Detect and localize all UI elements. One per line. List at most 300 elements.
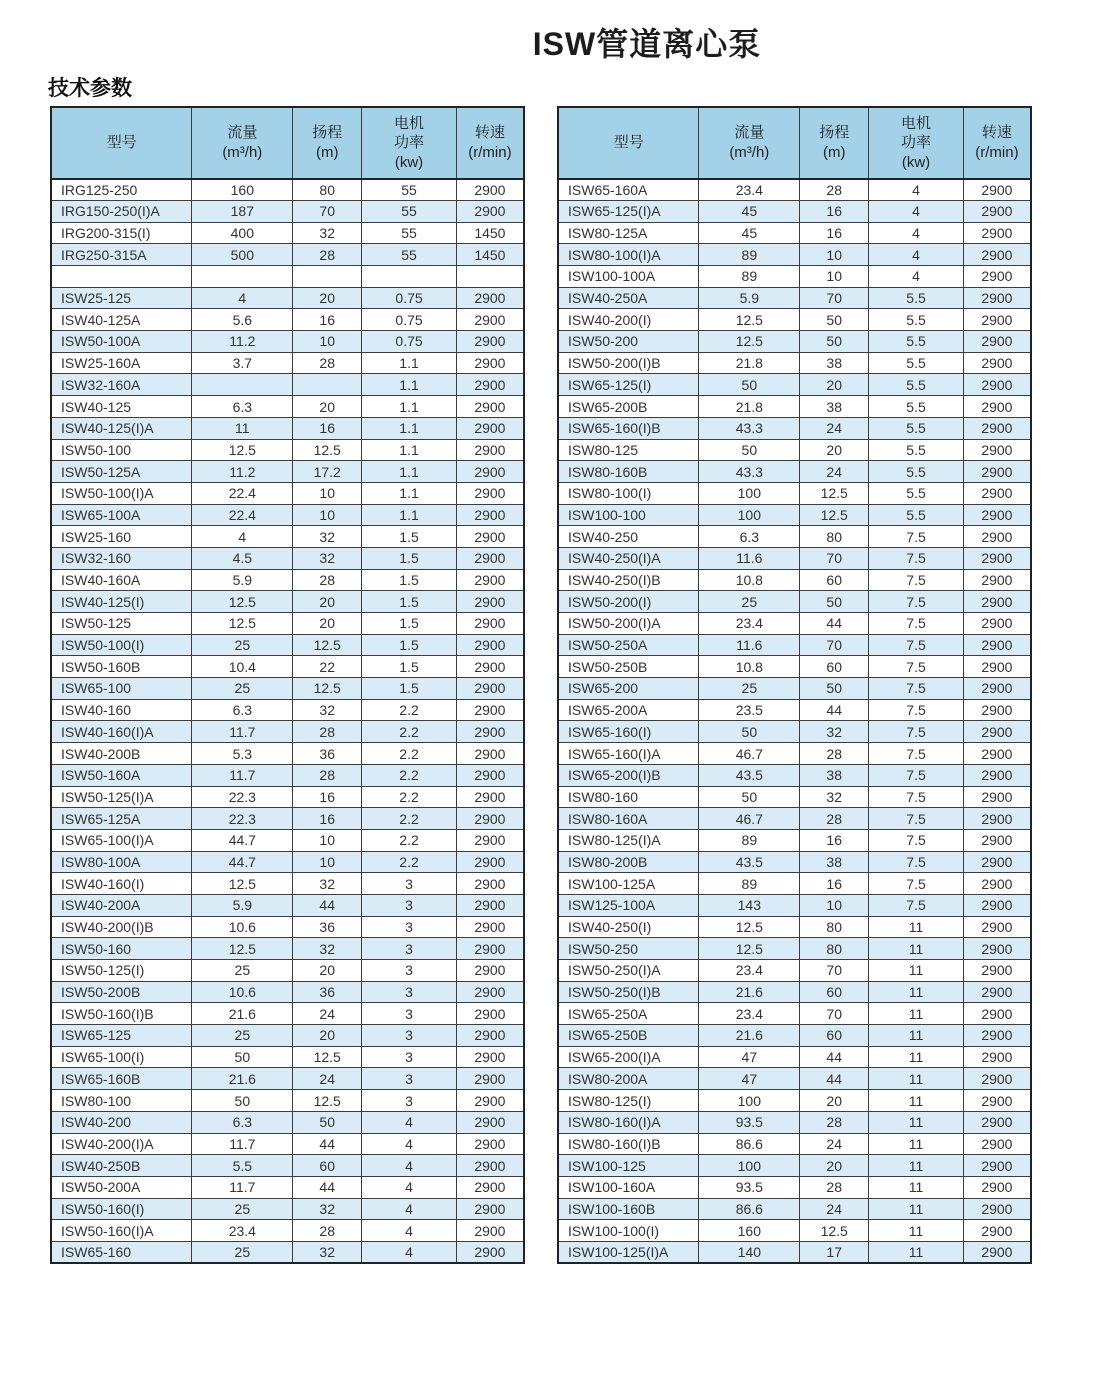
cell-power: 5.5 <box>869 374 964 396</box>
cell-model: ISW80-125 <box>558 439 699 461</box>
cell-head: 70 <box>800 634 869 656</box>
cell-model: ISW50-100A <box>51 331 192 353</box>
cell-speed: 2900 <box>456 786 524 808</box>
cell-power: 1.5 <box>362 634 457 656</box>
cell-speed: 2900 <box>963 678 1031 700</box>
table-row <box>558 439 1031 461</box>
cell-speed: 2900 <box>963 266 1031 288</box>
cell-speed: 2900 <box>456 1025 524 1047</box>
cell-speed: 2900 <box>963 222 1031 244</box>
cell-speed: 2900 <box>456 764 524 786</box>
cell-flow: 21.6 <box>699 1025 800 1047</box>
cell-power: 2.2 <box>362 764 457 786</box>
cell-model: ISW65-125A <box>51 808 192 830</box>
table-row <box>558 266 1031 288</box>
cell-flow: 6.3 <box>699 526 800 548</box>
cell-power: 11 <box>869 1133 964 1155</box>
cell-flow: 25 <box>192 1025 293 1047</box>
table-row <box>51 786 524 808</box>
cell-flow: 23.4 <box>699 1003 800 1025</box>
cell-speed: 2900 <box>456 1220 524 1242</box>
table-row <box>51 179 524 201</box>
cell-head: 60 <box>800 569 869 591</box>
cell-head: 24 <box>800 461 869 483</box>
cell-flow: 23.5 <box>699 699 800 721</box>
cell-speed: 2900 <box>963 960 1031 982</box>
cell-speed: 2900 <box>963 938 1031 960</box>
cell-flow: 12.5 <box>699 309 800 331</box>
table-row <box>558 764 1031 786</box>
cell-model: ISW50-100(I)A <box>51 482 192 504</box>
cell-power: 55 <box>362 222 457 244</box>
cell-head: 12.5 <box>800 482 869 504</box>
cell-flow: 47 <box>699 1068 800 1090</box>
cell-power: 4 <box>362 1176 457 1198</box>
cell-flow: 11.6 <box>699 634 800 656</box>
cell-model: ISW100-160A <box>558 1176 699 1198</box>
cell-head: 12.5 <box>293 1090 362 1112</box>
cell-speed: 2900 <box>456 743 524 765</box>
cell-power: 7.5 <box>869 656 964 678</box>
cell-speed: 2900 <box>456 808 524 830</box>
cell-flow: 12.5 <box>699 938 800 960</box>
cell-model: ISW50-160(I)B <box>51 1003 192 1025</box>
table-row <box>558 613 1031 635</box>
cell-power: 11 <box>869 916 964 938</box>
cell-speed: 2900 <box>456 417 524 439</box>
table-row <box>558 678 1031 700</box>
cell-speed: 1450 <box>456 244 524 266</box>
table-row <box>51 200 524 222</box>
cell-speed: 2900 <box>963 1068 1031 1090</box>
cell-power: 5.5 <box>869 331 964 353</box>
tables-container <box>50 106 1100 1264</box>
table-row <box>51 1198 524 1220</box>
table-row <box>51 439 524 461</box>
cell-power: 3 <box>362 960 457 982</box>
table-row <box>51 1241 524 1263</box>
cell-speed: 2900 <box>963 1198 1031 1220</box>
cell-flow: 100 <box>699 504 800 526</box>
cell-flow: 22.4 <box>192 504 293 526</box>
cell-flow: 187 <box>192 200 293 222</box>
table-row <box>51 829 524 851</box>
cell-speed: 2900 <box>456 1046 524 1068</box>
cell-power: 7.5 <box>869 851 964 873</box>
cell-model: ISW100-125(I)A <box>558 1241 699 1263</box>
cell-flow: 46.7 <box>699 808 800 830</box>
cell-flow: 100 <box>699 1155 800 1177</box>
cell-speed: 2900 <box>456 873 524 895</box>
cell-speed: 2900 <box>456 1198 524 1220</box>
cell-speed: 2900 <box>456 1090 524 1112</box>
table-row <box>51 1220 524 1242</box>
cell-power: 5.5 <box>869 482 964 504</box>
cell-head: 28 <box>800 179 869 201</box>
cell-power: 4 <box>869 266 964 288</box>
cell-head: 20 <box>800 1155 869 1177</box>
cell-head: 44 <box>800 613 869 635</box>
cell-speed: 2900 <box>456 461 524 483</box>
table-row <box>558 808 1031 830</box>
cell-model: IRG150-250(I)A <box>51 200 192 222</box>
cell-flow: 11 <box>192 417 293 439</box>
cell-power: 11 <box>869 960 964 982</box>
cell-model: ISW100-160B <box>558 1198 699 1220</box>
cell-head: 28 <box>293 244 362 266</box>
cell-head: 36 <box>293 743 362 765</box>
cell-speed: 2900 <box>456 721 524 743</box>
cell-model <box>51 266 192 288</box>
cell-head: 10 <box>293 851 362 873</box>
cell-model: ISW65-200B <box>558 396 699 418</box>
table-row <box>558 656 1031 678</box>
cell-speed: 2900 <box>456 656 524 678</box>
cell-speed: 2900 <box>456 569 524 591</box>
cell-power: 5.5 <box>869 461 964 483</box>
table-row <box>51 613 524 635</box>
cell-head: 10 <box>293 504 362 526</box>
cell-flow: 11.2 <box>192 331 293 353</box>
cell-flow: 45 <box>699 200 800 222</box>
cell-power: 3 <box>362 1046 457 1068</box>
cell-model: ISW50-250(I)B <box>558 981 699 1003</box>
cell-model: ISW50-250A <box>558 634 699 656</box>
cell-head: 28 <box>293 721 362 743</box>
cell-power: 0.75 <box>362 331 457 353</box>
cell-model: ISW40-250 <box>558 526 699 548</box>
table-row <box>558 634 1031 656</box>
cell-model: ISW80-100(I)A <box>558 244 699 266</box>
table-row <box>558 244 1031 266</box>
cell-speed: 2900 <box>963 1111 1031 1133</box>
cell-speed: 2900 <box>456 1133 524 1155</box>
table-row <box>51 352 524 374</box>
cell-head: 36 <box>293 981 362 1003</box>
table-row <box>51 1046 524 1068</box>
cell-model: ISW50-125(I)A <box>51 786 192 808</box>
cell-model: ISW65-125 <box>51 1025 192 1047</box>
cell-model: IRG250-315A <box>51 244 192 266</box>
table-row <box>51 634 524 656</box>
cell-speed: 2900 <box>456 894 524 916</box>
table-row <box>558 829 1031 851</box>
cell-flow: 25 <box>192 1198 293 1220</box>
cell-flow: 11.2 <box>192 461 293 483</box>
cell-head: 12.5 <box>293 439 362 461</box>
cell-head: 38 <box>800 396 869 418</box>
cell-power: 7.5 <box>869 678 964 700</box>
cell-flow: 93.5 <box>699 1111 800 1133</box>
cell-head: 16 <box>800 829 869 851</box>
cell-speed: 2900 <box>963 873 1031 895</box>
cell-model: ISW80-100A <box>51 851 192 873</box>
cell-speed: 2900 <box>456 591 524 613</box>
cell-model: ISW50-200(I)B <box>558 352 699 374</box>
column-header-flow: 流量 (m³/h) <box>699 107 800 179</box>
cell-model: ISW40-250(I)A <box>558 547 699 569</box>
cell-head: 28 <box>800 1176 869 1198</box>
cell-head: 80 <box>800 526 869 548</box>
cell-flow: 5.3 <box>192 743 293 765</box>
cell-speed: 2900 <box>963 656 1031 678</box>
cell-head: 32 <box>293 547 362 569</box>
table-row <box>558 352 1031 374</box>
cell-flow: 44.7 <box>192 851 293 873</box>
cell-flow: 93.5 <box>699 1176 800 1198</box>
cell-power: 4 <box>362 1241 457 1263</box>
cell-speed: 2900 <box>963 1090 1031 1112</box>
cell-power: 4 <box>869 179 964 201</box>
cell-head: 16 <box>293 808 362 830</box>
cell-head: 32 <box>293 873 362 895</box>
cell-head: 17.2 <box>293 461 362 483</box>
cell-head: 12.5 <box>800 504 869 526</box>
cell-model: ISW40-250(I) <box>558 916 699 938</box>
cell-head: 28 <box>800 1111 869 1133</box>
cell-flow: 12.5 <box>192 938 293 960</box>
cell-power: 7.5 <box>869 786 964 808</box>
cell-head: 70 <box>800 287 869 309</box>
cell-power: 55 <box>362 244 457 266</box>
cell-speed: 2900 <box>963 417 1031 439</box>
cell-power: 11 <box>869 1220 964 1242</box>
cell-speed: 2900 <box>456 504 524 526</box>
cell-model: ISW100-125 <box>558 1155 699 1177</box>
cell-model: ISW100-100 <box>558 504 699 526</box>
table-row <box>558 743 1031 765</box>
cell-power: 4 <box>362 1198 457 1220</box>
cell-flow: 86.6 <box>699 1198 800 1220</box>
table-row <box>558 1241 1031 1263</box>
cell-flow: 89 <box>699 266 800 288</box>
cell-head: 22 <box>293 656 362 678</box>
table-row <box>51 938 524 960</box>
cell-model: ISW40-250(I)B <box>558 569 699 591</box>
table-row <box>558 591 1031 613</box>
table-row <box>558 1133 1031 1155</box>
cell-power: 2.2 <box>362 786 457 808</box>
column-header-head: 扬程 (m) <box>293 107 362 179</box>
cell-power: 7.5 <box>869 526 964 548</box>
cell-power: 5.5 <box>869 396 964 418</box>
cell-flow: 5.9 <box>192 894 293 916</box>
cell-power: 5.5 <box>869 352 964 374</box>
cell-flow: 3.7 <box>192 352 293 374</box>
table-row <box>558 309 1031 331</box>
cell-power <box>362 266 457 288</box>
header-row <box>51 107 524 179</box>
cell-power: 2.2 <box>362 721 457 743</box>
table-row <box>558 699 1031 721</box>
cell-flow: 47 <box>699 1046 800 1068</box>
table-row <box>558 1176 1031 1198</box>
cell-head: 24 <box>800 1133 869 1155</box>
cell-flow: 50 <box>699 786 800 808</box>
cell-head: 12.5 <box>800 1220 869 1242</box>
spec-table-right <box>557 106 1032 1264</box>
cell-flow: 89 <box>699 873 800 895</box>
cell-flow: 22.4 <box>192 482 293 504</box>
cell-power: 1.1 <box>362 482 457 504</box>
cell-speed: 2900 <box>963 764 1031 786</box>
table-row <box>51 1090 524 1112</box>
cell-head: 24 <box>293 1068 362 1090</box>
table-row <box>558 960 1031 982</box>
table-row <box>51 504 524 526</box>
cell-head: 44 <box>293 1176 362 1198</box>
cell-power: 3 <box>362 1025 457 1047</box>
cell-flow: 4 <box>192 526 293 548</box>
table-row <box>558 916 1031 938</box>
cell-head: 10 <box>293 829 362 851</box>
cell-model: ISW50-125 <box>51 613 192 635</box>
cell-model: ISW40-250B <box>51 1155 192 1177</box>
cell-head: 10 <box>800 244 869 266</box>
table-row <box>51 678 524 700</box>
cell-model: ISW80-160(I)A <box>558 1111 699 1133</box>
cell-flow: 86.6 <box>699 1133 800 1155</box>
cell-flow: 100 <box>699 1090 800 1112</box>
cell-speed: 2900 <box>456 829 524 851</box>
cell-power: 1.5 <box>362 678 457 700</box>
page-title: ISW管道离心泵 <box>532 26 762 62</box>
cell-flow: 23.4 <box>699 179 800 201</box>
column-header-speed: 转速 (r/min) <box>963 107 1031 179</box>
cell-speed: 2900 <box>963 1176 1031 1198</box>
cell-speed: 2900 <box>963 309 1031 331</box>
cell-head: 12.5 <box>293 634 362 656</box>
cell-power: 11 <box>869 1241 964 1263</box>
cell-power: 3 <box>362 1090 457 1112</box>
table-row <box>558 1198 1031 1220</box>
cell-flow: 22.3 <box>192 808 293 830</box>
cell-head: 60 <box>800 981 869 1003</box>
cell-head <box>293 266 362 288</box>
cell-model: ISW65-160B <box>51 1068 192 1090</box>
cell-head: 12.5 <box>293 1046 362 1068</box>
cell-speed: 2900 <box>963 851 1031 873</box>
cell-power: 1.5 <box>362 526 457 548</box>
table-row <box>51 569 524 591</box>
cell-model: ISW50-160(I)A <box>51 1220 192 1242</box>
table-row <box>558 569 1031 591</box>
cell-speed: 2900 <box>456 526 524 548</box>
table-row <box>558 851 1031 873</box>
cell-flow: 25 <box>192 634 293 656</box>
cell-power: 55 <box>362 200 457 222</box>
cell-flow: 25 <box>699 678 800 700</box>
cell-flow: 400 <box>192 222 293 244</box>
cell-speed: 2900 <box>963 439 1031 461</box>
table-row <box>51 591 524 613</box>
cell-power: 11 <box>869 938 964 960</box>
table-row <box>558 200 1031 222</box>
cell-model: ISW40-160(I)A <box>51 721 192 743</box>
cell-head: 80 <box>800 916 869 938</box>
cell-speed: 2900 <box>456 396 524 418</box>
table-row <box>558 1046 1031 1068</box>
cell-head: 60 <box>293 1155 362 1177</box>
cell-head: 10 <box>293 331 362 353</box>
cell-model: ISW32-160 <box>51 547 192 569</box>
table-row <box>558 894 1031 916</box>
cell-power: 7.5 <box>869 547 964 569</box>
cell-model: ISW50-250 <box>558 938 699 960</box>
cell-head: 24 <box>800 417 869 439</box>
cell-speed: 2900 <box>963 829 1031 851</box>
cell-model: ISW40-160 <box>51 699 192 721</box>
table-row <box>51 851 524 873</box>
cell-model: ISW40-160A <box>51 569 192 591</box>
cell-speed: 2900 <box>963 374 1031 396</box>
cell-head: 17 <box>800 1241 869 1263</box>
cell-head <box>293 374 362 396</box>
cell-speed: 2900 <box>963 331 1031 353</box>
cell-flow: 160 <box>192 179 293 201</box>
cell-model: ISW65-160 <box>51 1241 192 1263</box>
cell-speed: 2900 <box>963 721 1031 743</box>
cell-speed <box>456 266 524 288</box>
cell-flow: 46.7 <box>699 743 800 765</box>
cell-model: ISW125-100A <box>558 894 699 916</box>
cell-head: 20 <box>293 396 362 418</box>
cell-flow: 10.6 <box>192 916 293 938</box>
cell-model: ISW80-125(I)A <box>558 829 699 851</box>
cell-head: 10 <box>800 266 869 288</box>
column-header-head: 扬程 (m) <box>800 107 869 179</box>
table-row <box>558 981 1031 1003</box>
cell-flow: 22.3 <box>192 786 293 808</box>
cell-flow <box>192 266 293 288</box>
table-row <box>558 1068 1031 1090</box>
table-row <box>51 417 524 439</box>
table-row <box>558 461 1031 483</box>
cell-model: ISW65-160(I)A <box>558 743 699 765</box>
table-row <box>51 1176 524 1198</box>
cell-speed: 2900 <box>963 526 1031 548</box>
cell-speed: 2900 <box>456 439 524 461</box>
cell-flow: 44.7 <box>192 829 293 851</box>
cell-model: ISW65-200(I)B <box>558 764 699 786</box>
cell-flow: 4 <box>192 287 293 309</box>
cell-head: 16 <box>800 222 869 244</box>
cell-flow: 12.5 <box>192 873 293 895</box>
cell-power: 2.2 <box>362 743 457 765</box>
table-row <box>51 764 524 786</box>
cell-head: 50 <box>800 591 869 613</box>
cell-model: ISW80-160A <box>558 808 699 830</box>
cell-speed: 2900 <box>963 1155 1031 1177</box>
cell-head: 12.5 <box>293 678 362 700</box>
cell-speed: 2900 <box>456 200 524 222</box>
cell-flow: 12.5 <box>699 916 800 938</box>
cell-speed: 2900 <box>456 938 524 960</box>
cell-speed: 2900 <box>456 634 524 656</box>
table-row <box>558 1003 1031 1025</box>
cell-model: ISW50-125(I) <box>51 960 192 982</box>
cell-power: 11 <box>869 1111 964 1133</box>
cell-power: 3 <box>362 938 457 960</box>
table-row <box>51 461 524 483</box>
cell-model: ISW80-200A <box>558 1068 699 1090</box>
cell-model: ISW40-125A <box>51 309 192 331</box>
table-row <box>51 526 524 548</box>
cell-flow: 10.6 <box>192 981 293 1003</box>
cell-power: 7.5 <box>869 808 964 830</box>
cell-head: 32 <box>293 222 362 244</box>
cell-power: 3 <box>362 1068 457 1090</box>
